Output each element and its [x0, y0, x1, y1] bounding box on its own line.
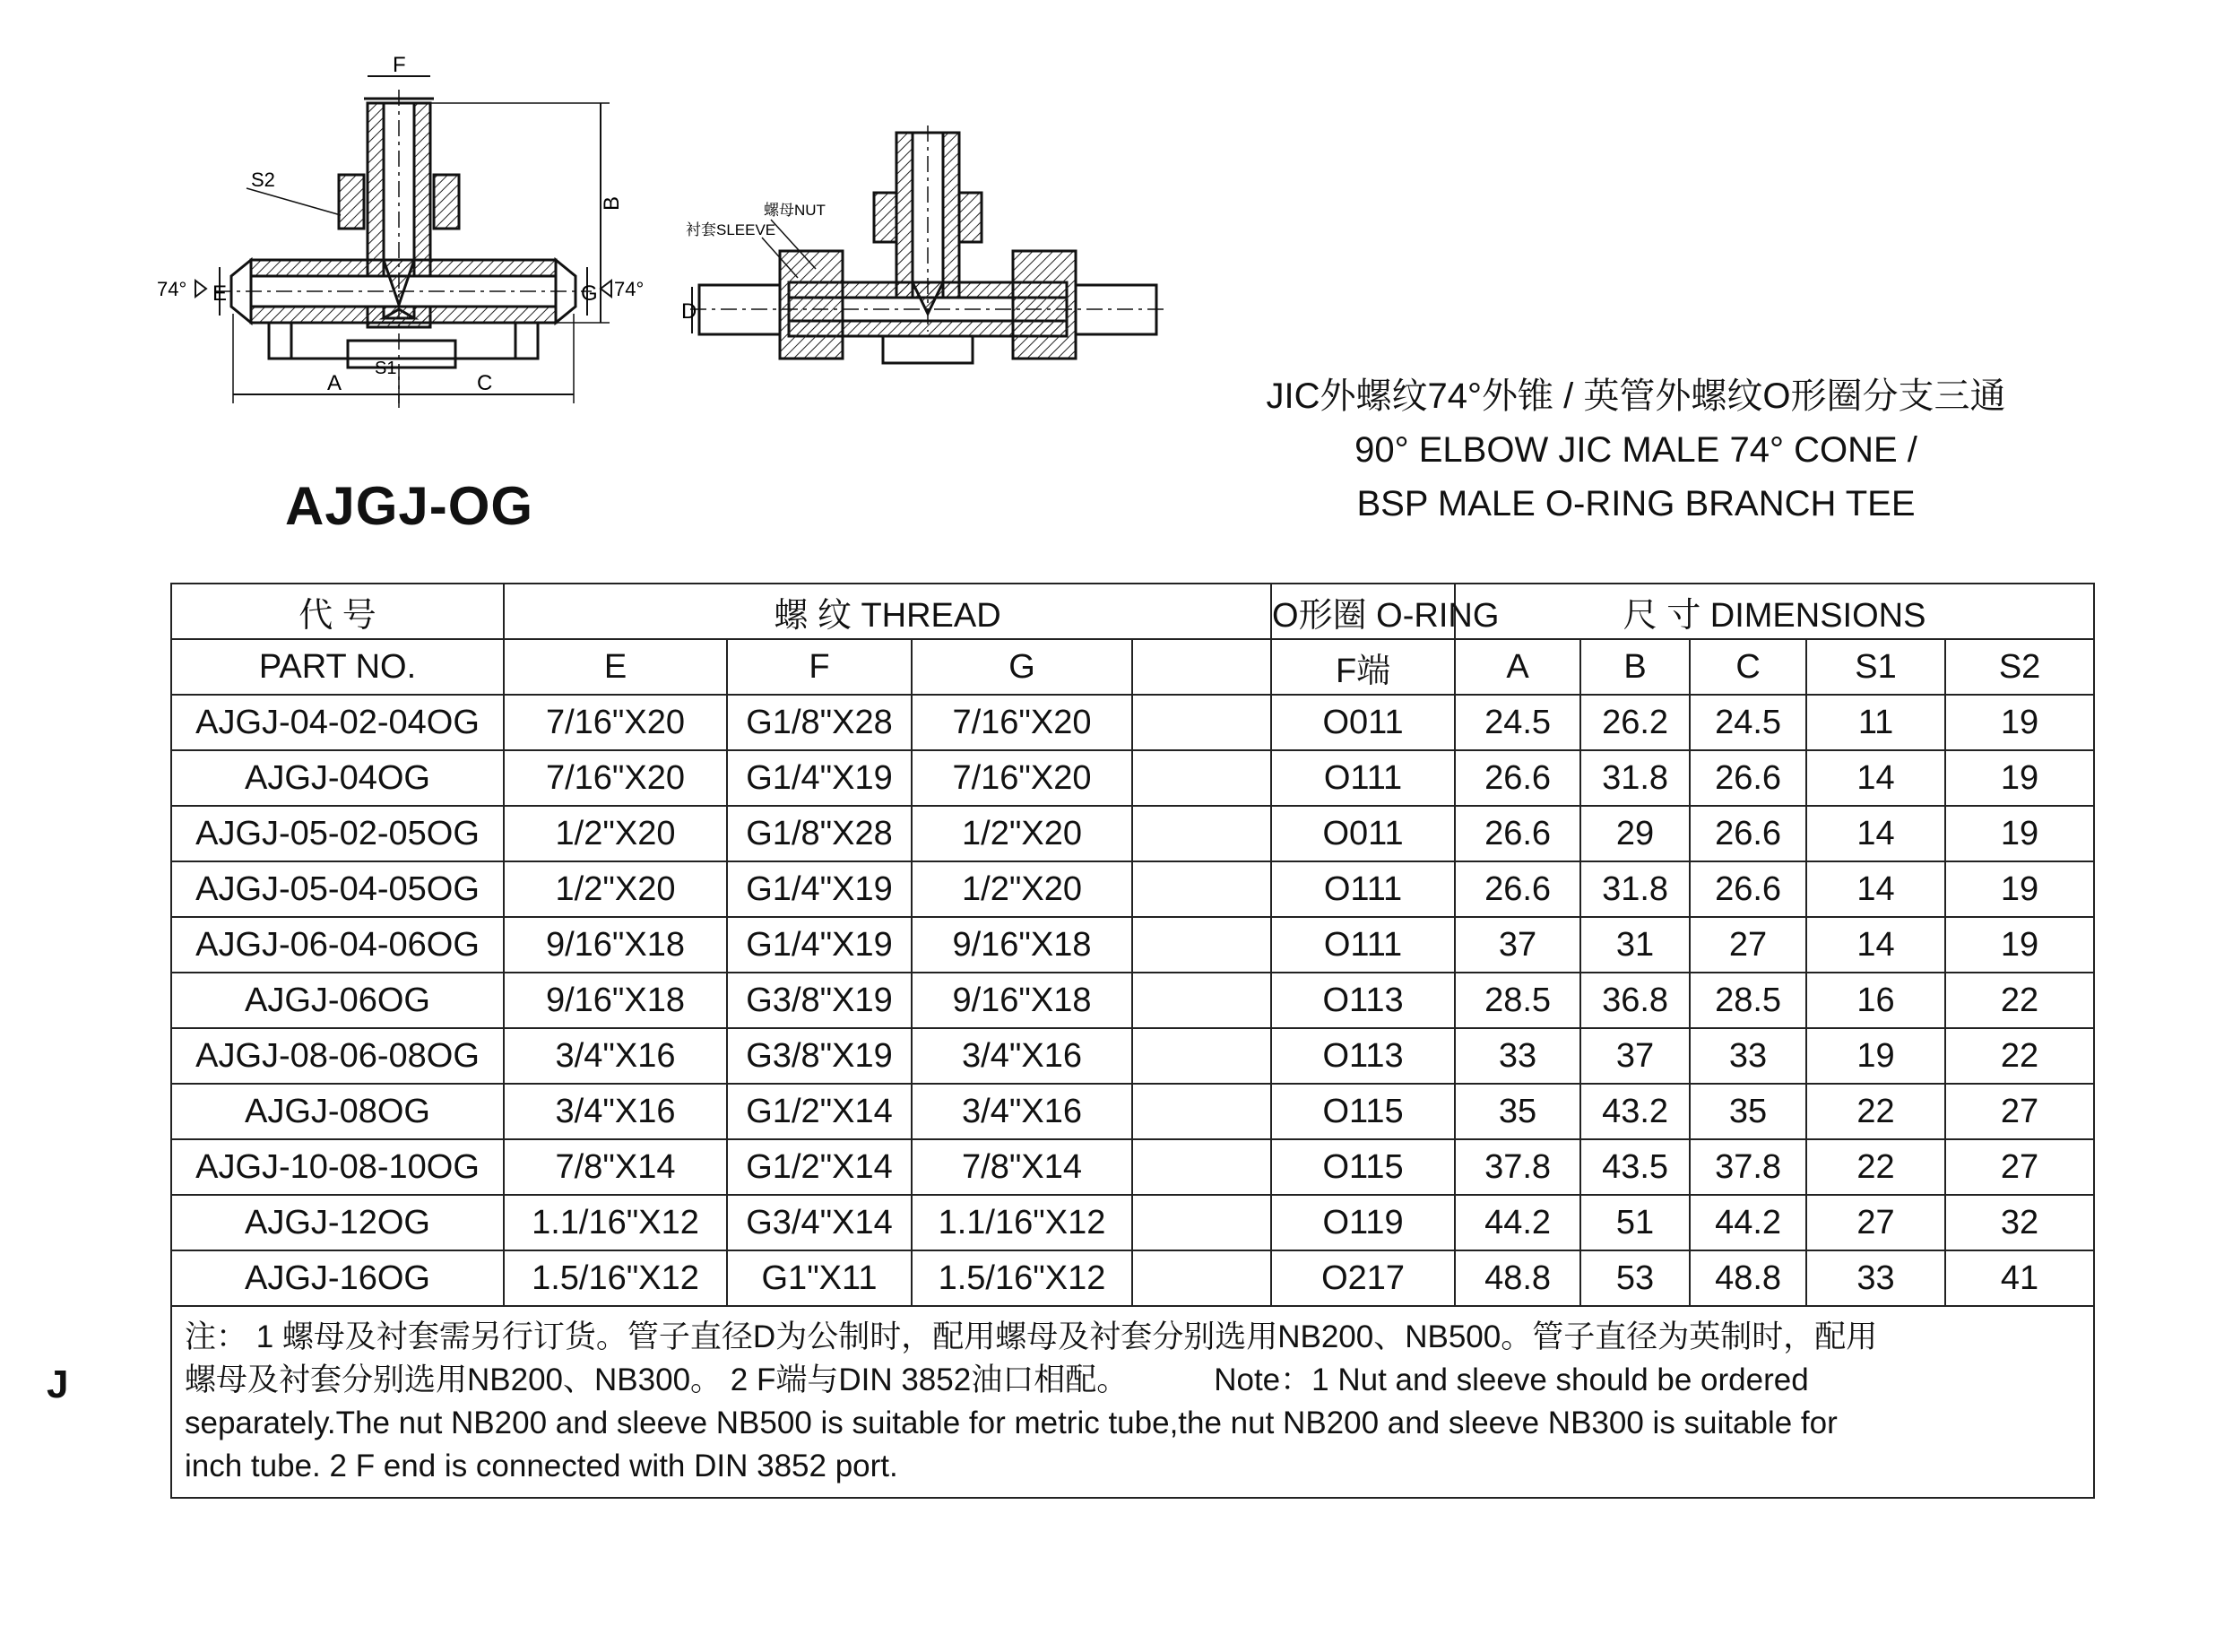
cell-c: 26.6 — [1690, 806, 1806, 861]
cell-s1: 14 — [1806, 750, 1945, 806]
cell-empty — [1132, 806, 1271, 861]
note-cell — [171, 1306, 2094, 1498]
cell-e: 3/4"X16 — [504, 1084, 727, 1139]
cell-part: AJGJ-06-04-06OG — [171, 917, 504, 973]
table-row — [171, 1139, 2094, 1195]
table-row — [171, 1195, 2094, 1250]
cell-a: 24.5 — [1455, 695, 1580, 750]
label-g: G — [581, 281, 598, 306]
header-b: B — [1580, 639, 1690, 695]
cell-a: 44.2 — [1455, 1195, 1580, 1250]
label-s2: S2 — [251, 169, 275, 191]
cell-s1: 11 — [1806, 695, 1945, 750]
table-row — [171, 861, 2094, 917]
cell-s1: 27 — [1806, 1195, 1945, 1250]
cell-f: G3/8"X19 — [727, 1028, 912, 1084]
cell-e: 1/2"X20 — [504, 861, 727, 917]
cell-e: 1.5/16"X12 — [504, 1250, 727, 1306]
cell-s2: 19 — [1945, 806, 2094, 861]
cell-part: AJGJ-04OG — [171, 750, 504, 806]
table-row — [171, 806, 2094, 861]
header-thread: 螺 纹 THREAD — [504, 584, 1271, 639]
table-row — [171, 1028, 2094, 1084]
cell-empty — [1132, 750, 1271, 806]
cell-g: 9/16"X18 — [912, 917, 1132, 973]
cell-fend: O119 — [1271, 1195, 1455, 1250]
cell-s2: 32 — [1945, 1195, 2094, 1250]
cell-b: 29 — [1580, 806, 1690, 861]
label-f: F — [393, 54, 406, 77]
cell-fend: O217 — [1271, 1250, 1455, 1306]
table-row — [171, 695, 2094, 750]
header-a: A — [1455, 639, 1580, 695]
cell-s2: 27 — [1945, 1084, 2094, 1139]
cell-b: 26.2 — [1580, 695, 1690, 750]
header-e: E — [504, 639, 727, 695]
cell-s2: 19 — [1945, 750, 2094, 806]
cell-s2: 22 — [1945, 1028, 2094, 1084]
cell-s2: 19 — [1945, 917, 2094, 973]
cell-b: 31.8 — [1580, 861, 1690, 917]
title-en-line1: 90° ELBOW JIC MALE 74° CONE / — [1354, 430, 1917, 470]
cell-c: 27 — [1690, 917, 1806, 973]
cell-empty — [1132, 1028, 1271, 1084]
header-s2: S2 — [1945, 639, 2094, 695]
cell-g: 7/16"X20 — [912, 750, 1132, 806]
cell-b: 37 — [1580, 1028, 1690, 1084]
cell-a: 26.6 — [1455, 806, 1580, 861]
cell-f: G1/2"X14 — [727, 1084, 912, 1139]
cell-s2: 19 — [1945, 861, 2094, 917]
cell-c: 48.8 — [1690, 1250, 1806, 1306]
header-part-cn: 代 号 — [171, 584, 504, 639]
header-empty — [1132, 639, 1271, 695]
note-cn-line2: 螺母及衬套分别选用NB200、NB300。 2 F端与DIN 3852油口相配。 — [185, 1362, 1129, 1397]
cell-s1: 14 — [1806, 806, 1945, 861]
title-cn: JIC外螺纹74°外锥 / 英管外螺纹O形圈分支三通 — [1266, 376, 2006, 416]
cell-empty — [1132, 917, 1271, 973]
cell-f: G1/4"X19 — [727, 861, 912, 917]
header-dimensions: 尺 寸 DIMENSIONS — [1455, 584, 2094, 639]
cell-c: 33 — [1690, 1028, 1806, 1084]
cell-c: 26.6 — [1690, 861, 1806, 917]
cell-b: 43.2 — [1580, 1084, 1690, 1139]
cell-fend: O115 — [1271, 1084, 1455, 1139]
note-cn-line1: 注： 1 螺母及衬套需另行订货。管子直径D为公制时，配用螺母及衬套分别选用NB200、NB500。管子直径为英制时，配用 — [185, 1319, 1878, 1354]
cell-b: 53 — [1580, 1250, 1690, 1306]
cell-a: 37 — [1455, 917, 1580, 973]
cell-s2: 27 — [1945, 1139, 2094, 1195]
cell-s1: 19 — [1806, 1028, 1945, 1084]
label-s1: S1 — [375, 359, 397, 378]
cell-s1: 14 — [1806, 917, 1945, 973]
note-en-line3: inch tube. 2 F end is connected with DIN 3852 port. — [185, 1449, 898, 1483]
cell-fend: O113 — [1271, 1028, 1455, 1084]
cell-a: 26.6 — [1455, 750, 1580, 806]
cell-g: 7/8"X14 — [912, 1139, 1132, 1195]
cell-f: G3/8"X19 — [727, 973, 912, 1028]
cell-a: 37.8 — [1455, 1139, 1580, 1195]
cell-c: 28.5 — [1690, 973, 1806, 1028]
cell-s1: 33 — [1806, 1250, 1945, 1306]
cell-fend: O111 — [1271, 861, 1455, 917]
cell-s2: 41 — [1945, 1250, 2094, 1306]
cell-part: AJGJ-12OG — [171, 1195, 504, 1250]
header-s1: S1 — [1806, 639, 1945, 695]
cell-a: 26.6 — [1455, 861, 1580, 917]
cell-e: 9/16"X18 — [504, 917, 727, 973]
table-row — [171, 1084, 2094, 1139]
tee-assembly-drawing — [681, 125, 1165, 394]
cell-part: AJGJ-05-04-05OG — [171, 861, 504, 917]
cell-e: 3/4"X16 — [504, 1028, 727, 1084]
cell-f: G1/8"X28 — [727, 695, 912, 750]
cell-e: 7/8"X14 — [504, 1139, 727, 1195]
cell-e: 1.1/16"X12 — [504, 1195, 727, 1250]
note-en-line1: Note：1 Nut and sleeve should be ordered — [1214, 1362, 1809, 1397]
cell-fend: O111 — [1271, 750, 1455, 806]
cell-s1: 22 — [1806, 1084, 1945, 1139]
cell-fend: O011 — [1271, 695, 1455, 750]
cell-empty — [1132, 1084, 1271, 1139]
label-d: D — [681, 299, 697, 324]
cell-empty — [1132, 695, 1271, 750]
table-row — [171, 750, 2094, 806]
cell-g: 3/4"X16 — [912, 1084, 1132, 1139]
header-row-2 — [171, 639, 2094, 695]
cell-e: 1/2"X20 — [504, 806, 727, 861]
note-en-line2: separately.The nut NB200 and sleeve NB500 is suitable for metric tube,the nut NB200 and sleeve NB300 is suitable for — [185, 1405, 1838, 1440]
cell-b: 31 — [1580, 917, 1690, 973]
label-b: B — [600, 195, 624, 211]
cell-b: 31.8 — [1580, 750, 1690, 806]
spec-table — [170, 583, 2095, 1499]
cell-c: 44.2 — [1690, 1195, 1806, 1250]
label-sleeve: 衬套SLEEVE — [686, 221, 776, 238]
table-row — [171, 1250, 2094, 1306]
cell-part: AJGJ-08-06-08OG — [171, 1028, 504, 1084]
cell-s1: 14 — [1806, 861, 1945, 917]
cell-part: AJGJ-06OG — [171, 973, 504, 1028]
cell-part: AJGJ-05-02-05OG — [171, 806, 504, 861]
model-code: AJGJ-OG — [285, 476, 534, 536]
cell-part: AJGJ-04-02-04OG — [171, 695, 504, 750]
tee-dimension-drawing — [152, 54, 672, 412]
cell-a: 28.5 — [1455, 973, 1580, 1028]
cell-f: G1/2"X14 — [727, 1139, 912, 1195]
cell-a: 33 — [1455, 1028, 1580, 1084]
cell-c: 35 — [1690, 1084, 1806, 1139]
cell-f: G1/8"X28 — [727, 806, 912, 861]
cell-empty — [1132, 1195, 1271, 1250]
cell-g: 7/16"X20 — [912, 695, 1132, 750]
note-row — [171, 1306, 2094, 1498]
label-nut: 螺母NUT — [764, 202, 826, 219]
cell-s1: 22 — [1806, 1139, 1945, 1195]
header-oring: O形圈 O-RING — [1271, 584, 1455, 639]
label-c: C — [477, 371, 493, 395]
label-angle-right: 74° — [614, 278, 645, 300]
cell-c: 24.5 — [1690, 695, 1806, 750]
cell-b: 43.5 — [1580, 1139, 1690, 1195]
header-row-1 — [171, 584, 2094, 639]
cell-g: 3/4"X16 — [912, 1028, 1132, 1084]
label-angle-left: 74° — [157, 278, 187, 300]
cell-g: 1/2"X20 — [912, 861, 1132, 917]
cell-f: G3/4"X14 — [727, 1195, 912, 1250]
header-c: C — [1690, 639, 1806, 695]
cell-g: 1.5/16"X12 — [912, 1250, 1132, 1306]
cell-part: AJGJ-08OG — [171, 1084, 504, 1139]
cell-a: 48.8 — [1455, 1250, 1580, 1306]
section-mark: J — [47, 1362, 69, 1406]
cell-fend: O115 — [1271, 1139, 1455, 1195]
cell-g: 9/16"X18 — [912, 973, 1132, 1028]
cell-empty — [1132, 973, 1271, 1028]
label-e: E — [212, 281, 228, 306]
cell-c: 26.6 — [1690, 750, 1806, 806]
cell-fend: O113 — [1271, 973, 1455, 1028]
header-f-end: F端 — [1271, 639, 1455, 695]
table-row — [171, 973, 2094, 1028]
cell-e: 7/16"X20 — [504, 695, 727, 750]
cell-empty — [1132, 861, 1271, 917]
title-en-line2: BSP MALE O-RING BRANCH TEE — [1356, 484, 1916, 523]
cell-s2: 19 — [1945, 695, 2094, 750]
cell-g: 1/2"X20 — [912, 806, 1132, 861]
header-part-no: PART NO. — [171, 639, 504, 695]
cell-empty — [1132, 1250, 1271, 1306]
cell-f: G1/4"X19 — [727, 750, 912, 806]
cell-fend: O111 — [1271, 917, 1455, 973]
header-g: G — [912, 639, 1132, 695]
cell-c: 37.8 — [1690, 1139, 1806, 1195]
cell-b: 36.8 — [1580, 973, 1690, 1028]
cell-f: G1/4"X19 — [727, 917, 912, 973]
cell-g: 1.1/16"X12 — [912, 1195, 1132, 1250]
cell-a: 35 — [1455, 1084, 1580, 1139]
cell-e: 9/16"X18 — [504, 973, 727, 1028]
header-f: F — [727, 639, 912, 695]
cell-e: 7/16"X20 — [504, 750, 727, 806]
cell-part: AJGJ-10-08-10OG — [171, 1139, 504, 1195]
cell-f: G1"X11 — [727, 1250, 912, 1306]
cell-b: 51 — [1580, 1195, 1690, 1250]
cell-s2: 22 — [1945, 973, 2094, 1028]
table-row — [171, 917, 2094, 973]
cell-s1: 16 — [1806, 973, 1945, 1028]
cell-part: AJGJ-16OG — [171, 1250, 504, 1306]
cell-empty — [1132, 1139, 1271, 1195]
label-a: A — [327, 371, 342, 395]
cell-fend: O011 — [1271, 806, 1455, 861]
